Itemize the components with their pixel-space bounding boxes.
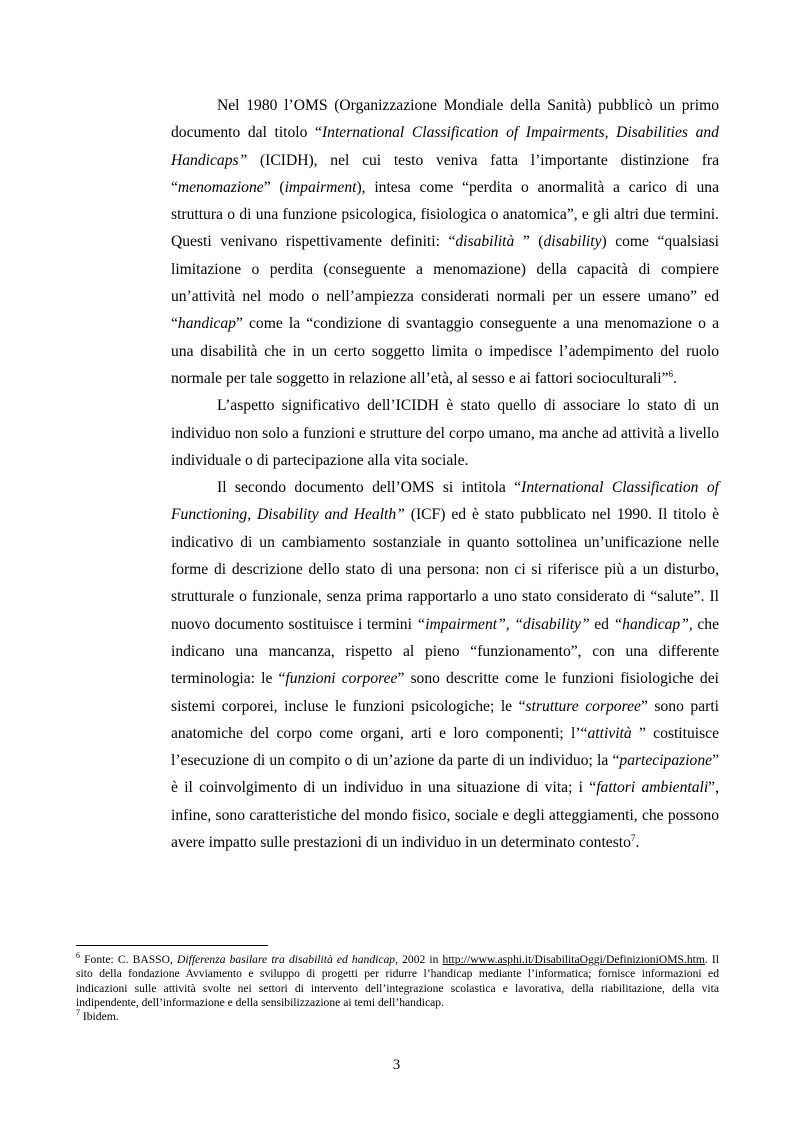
icidh-title: International Classification of Impairments, Disabilities and Handicaps” xyxy=(171,124,719,169)
text-span: ” come la “condizione di svantaggio conseguente a una menomazione o a una disabilità che in un certo soggetto limita o impedisce l’adempimento del ruolo normale per tale soggetto in relazione all’età, al sesso e ai fattori socioculturali” xyxy=(171,315,719,387)
body-text xyxy=(171,92,719,856)
footnote-ref-7[interactable]: 7 xyxy=(630,832,636,843)
paragraph-icf xyxy=(171,474,719,856)
paragraph-aspetto xyxy=(171,392,719,474)
term-strutture-corporee: strutture corporee xyxy=(525,697,641,715)
text-span: Fonte: C. BASSO, xyxy=(80,953,177,966)
icf-title: International Classification of Functioning, Disability and Health” xyxy=(171,479,719,524)
term-disability: disability xyxy=(543,233,602,251)
term-menomazione: menomazione xyxy=(177,178,264,196)
term-fattori-ambientali: fattori ambientali xyxy=(596,779,709,797)
footnotes xyxy=(76,953,719,1024)
term-impairment-disability: “impairment”, “disability” xyxy=(416,615,590,633)
footnote-separator xyxy=(76,945,268,946)
text-span: . xyxy=(635,834,640,852)
text-span: . Il sito della fondazione Avviamento e sviluppo di progetti per ridurre l’handicap mediante l’informatica; fornisce informazioni ed indicazioni sulle attività svolte nei settori di intervento dell’integrazione scolastica e lavorativa, della riabilitazione, della vita indipendente, dell’informazione e della sensibilizzazione ai temi dell’handicap. xyxy=(76,953,719,1009)
term-attivita: attività xyxy=(587,724,632,742)
term-partecipazione: partecipazione xyxy=(619,752,713,770)
text-span: Ibidem. xyxy=(80,1010,119,1024)
source-link[interactable]: http://www.asphi.it/DisabilitaOggi/DefinizioniOMS.htm xyxy=(442,953,705,966)
text-span: che indicano una mancanza, rispetto al pieno “funzionamento”, con una differente terminologia: le “ xyxy=(171,615,719,688)
text-span: ) come “qualsiasi limitazione o perdita (conseguente a menomazione) della capacità di compiere un’attività nel modo o nell’ampiezza considerati normali per un essere umano” ed “ xyxy=(171,233,719,333)
text-span: ), intesa come “perdita o anormalità a carico di una struttura o di una funzione psicologica, fisiologica o anatomica”, e gli altri due termini. Questi venivano rispettivamente definiti: “ xyxy=(171,178,719,251)
term-disabilita: disabilità xyxy=(455,233,515,251)
term-handicap: “handicap”, xyxy=(613,615,693,633)
paragraph-icidh xyxy=(171,92,719,392)
footnote-7 xyxy=(76,1010,719,1024)
text-span: (ICIDH), nel cui testo veniva fatta l’importante distinzione fra “ xyxy=(171,151,719,196)
text-span: ” è il coinvolgimento di un individuo in una situazione di vita; i “ xyxy=(171,752,719,797)
text-span: ” sono descritte come le funzioni fisiologiche dei sistemi corporei, incluse le funzioni psicologiche; le “ xyxy=(171,670,719,715)
text-span: L’aspetto significativo dell’ICIDH è stato quello di associare lo stato di un individuo non solo a funzioni e strutture del corpo umano, ma anche ad attività a livello individuale o di partecipazione alla vita sociale. xyxy=(171,397,719,469)
text-span: 2002 in xyxy=(397,953,443,966)
term-impairment: impairment xyxy=(284,178,357,196)
term-funzioni-corporee: funzioni corporee xyxy=(285,670,398,688)
term-handicap: handicap xyxy=(177,315,236,333)
text-span: . xyxy=(673,369,677,387)
footnote-ref-6[interactable]: 6 xyxy=(668,368,673,379)
text-span: ” sono parti anatomiche del corpo come organi, arti e loro componenti; l’“ xyxy=(171,697,719,742)
page-number: 3 xyxy=(392,1057,401,1073)
text-span: ” ( xyxy=(263,178,285,196)
footnote-6 xyxy=(76,953,719,1010)
source-title: Differenza basilare tra disabilità ed handicap, xyxy=(177,953,398,966)
footnote-number: 7 xyxy=(76,1008,80,1018)
text-span: ” costituisce l’esecuzione di un compito o di un’azione da parte di un individuo; la “ xyxy=(171,724,719,770)
text-span: (ICF) ed è stato pubblicato nel 1990. Il titolo è indicativo di un cambiamento sostanziale in quanto sottolinea un’unificazione nelle forme di descrizione dello stato di una persona: non ci si riferisce più a un disturbo, strutturale o funzionale, senza prima rapportarlo a uno stato considerato di “salute”. Il nuovo documento sostituisce i termini xyxy=(171,506,719,633)
text-span: ”, infine, sono caratteristiche del mondo fisico, sociale e degli atteggiamenti, che possono avere impatto sulle prestazioni di un individuo in un determinato contesto xyxy=(171,779,719,852)
text-span: ” ( xyxy=(514,233,544,251)
text-span: ed xyxy=(589,615,614,633)
text-span: Il secondo documento dell’OMS si intitola “ xyxy=(217,479,522,497)
footnote-number: 6 xyxy=(76,951,80,961)
text-span: Nel 1980 l’OMS (Organizzazione Mondiale della Sanità) pubblicò un primo documento dal titolo “ xyxy=(171,97,719,142)
